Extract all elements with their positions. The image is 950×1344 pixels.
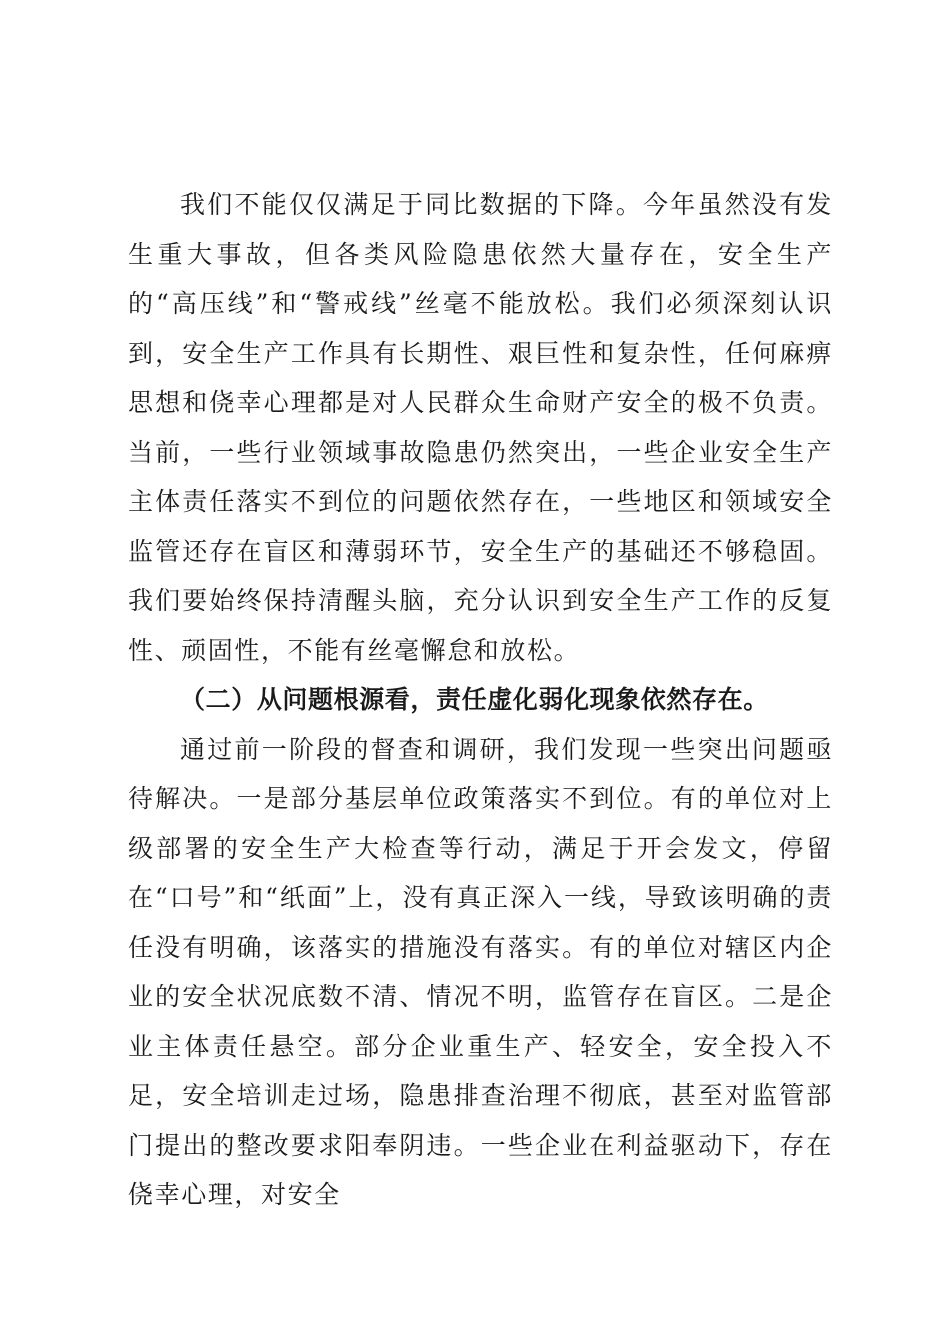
section-heading-responsibility: （二）从问题根源看，责任虚化弱化现象依然存在。 (180, 685, 769, 714)
document-body (128, 180, 833, 1220)
paragraph-problems-found: 通过前一阶段的督查和调研，我们发现一些突出问题亟待解决。一是部分基层单位政策落实不到位。有的单位对上级部署的安全生产大检查等行动，满足于开会发文，停留在“口号”和“纸面”上，没有真正深入一线，导致该明确的责任没有明确，该落实的措施没有落实。有的单位对辖区内企业的安全状况底数不清、情况不明，监管存在盲区。二是企业主体责任悬空。部分企业重生产、轻安全，安全投入不足，安全培训走过场，隐患排查治理不彻底，甚至对监管部门提出的整改要求阳奉阴违。一些企业在利益驱动下，存在侥幸心理，对安全 (128, 734, 833, 1209)
paragraph-risk-awareness: 我们不能仅仅满足于同比数据的下降。今年虽然没有发生重大事故，但各类风险隐患依然大量存在，安全生产的“高压线”和“警戒线”丝毫不能放松。我们必须深刻认识到，安全生产工作具有长期性、艰巨性和复杂性，任何麻痹思想和侥幸心理都是对人民群众生命财产安全的极不负责。当前，一些行业领域事故隐患仍然突出，一些企业安全生产主体责任落实不到位的问题依然存在，一些地区和领域安全监管还存在盲区和薄弱环节，安全生产的基础还不够稳固。我们要始终保持清醒头脑，充分认识到安全生产工作的反复性、顽固性，不能有丝毫懈怠和放松。 (128, 190, 833, 665)
